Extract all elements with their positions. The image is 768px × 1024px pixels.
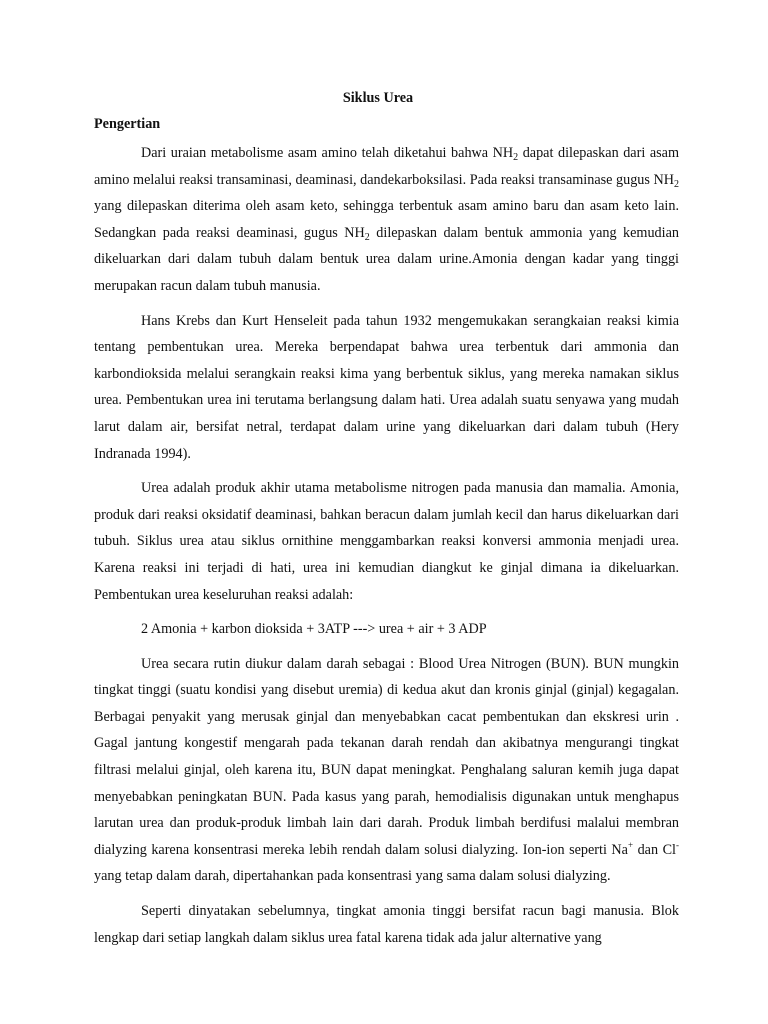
paragraph-text: Urea adalah produk akhir utama metabolisme nitrogen pada manusia dan mamalia. Amonia, produk dari reaksi oksidatif deaminasi, bahkan beracun dalam jumlah kecil dan harus dikeluarkan dari tubuh. Siklus urea atau siklus ornithine menggambarkan reaksi konversi ammonia menjadi urea. Karena reaksi ini terjadi di hati, urea ini kemudian diangkut ke ginjal dimana ia dikeluarkan. Pembentukan urea keseluruhan reaksi adalah: [94,480,679,603]
paragraph-text: Seperti dinyatakan sebelumnya, tingkat amonia tinggi bersifat racun bagi manusia. Blok lengkap dari setiap langkah dalam siklus urea fatal karena tidak ada jalur alternative yang [94,903,679,946]
subscript: 2 [364,231,370,243]
paragraph-text: yang tetap dalam darah, dipertahankan pada konsentrasi yang sama dalam solusi dialyzing. [94,868,611,885]
subscript: 2 [674,178,679,190]
paragraph [94,475,679,608]
subscript: 2 [513,152,519,163]
paragraph-text: yang dilepaskan diterima oleh asam keto, sehingga terbentuk asam amino baru dan asam keto lain. Sedangkan pada reaksi deaminasi, gugus NH [94,198,679,241]
paragraph-text: 2 Amonia + karbon dioksida + 3ATP ---> urea + air + 3 ADP [141,621,487,638]
superscript: + [627,839,634,850]
paragraph-text: dilepaskan dalam bentuk ammonia yang kemudian dikeluarkan dari dalam tubuh dalam bentuk urea dalam urine.Amonia dengan kadar yang tinggi merupakan racun dalam tubuh manusia. [94,224,679,294]
paragraph-text: dapat dilepaskan dari asam amino melalui reaksi transaminasi, deaminasi, dandekarboksilasi. Pada reaksi transaminase gugus NH [94,145,679,188]
section-heading: Pengertian [94,116,161,132]
paragraph-text: Dari uraian metabolisme asam amino telah diketahui bahwa NH [141,145,514,161]
paragraph [94,308,679,468]
paragraph [94,140,679,300]
paragraph [94,651,679,890]
paragraph [94,898,679,951]
superscript: - [676,839,679,850]
reaction-formula [94,616,679,643]
document-title: Siklus Urea [342,90,414,106]
body-text [94,140,679,959]
paragraph-text: Urea secara rutin diukur dalam darah sebagai : Blood Urea Nitrogen (BUN). BUN mungkin tingkat tinggi (suatu kondisi yang disebut uremia) di kedua akut dan kronis ginjal (ginjal) kegagalan. Berbagai penyakit yang merusak ginjal dan menyebabkan cacat pembentukan dan ekskresi urin . Gagal jantung kongestif mengarah pada tekanan darah rendah dan akibatnya mengurangi tingkat filtrasi melalui ginjal, oleh karena itu, BUN dapat meningkat. Penghalang saluran kemih juga dapat menyebabkan peningkatan BUN. Pada kasus yang parah, hemodialisis digunakan untuk menghapus larutan urea dan produk-produk limbah lain dari darah. Produk limbah berdifusi malalui membran dialyzing karena konsentrasi mereka lebih rendah dalam solusi dialyzing. Ion-ion seperti Na [94,655,679,858]
paragraph-text: dan Cl [633,841,676,858]
paragraph-text: Hans Krebs dan Kurt Henseleit pada tahun 1932 mengemukakan serangkaian reaksi kimia tentang pembentukan urea. Mereka berpendapat bahwa urea terbentuk dari ammonia dan karbondioksida melalui serangkain reaksi kima yang berbentuk siklus, yang mereka namakan siklus urea. Pembentukan urea ini terutama berlangsung dalam hati. Urea adalah suatu senyawa yang mudah larut dalam air, bersifat netral, terdapat dalam urine yang dikeluarkan dari dalam tubuh (Hery Indranada 1994). [94,312,679,462]
